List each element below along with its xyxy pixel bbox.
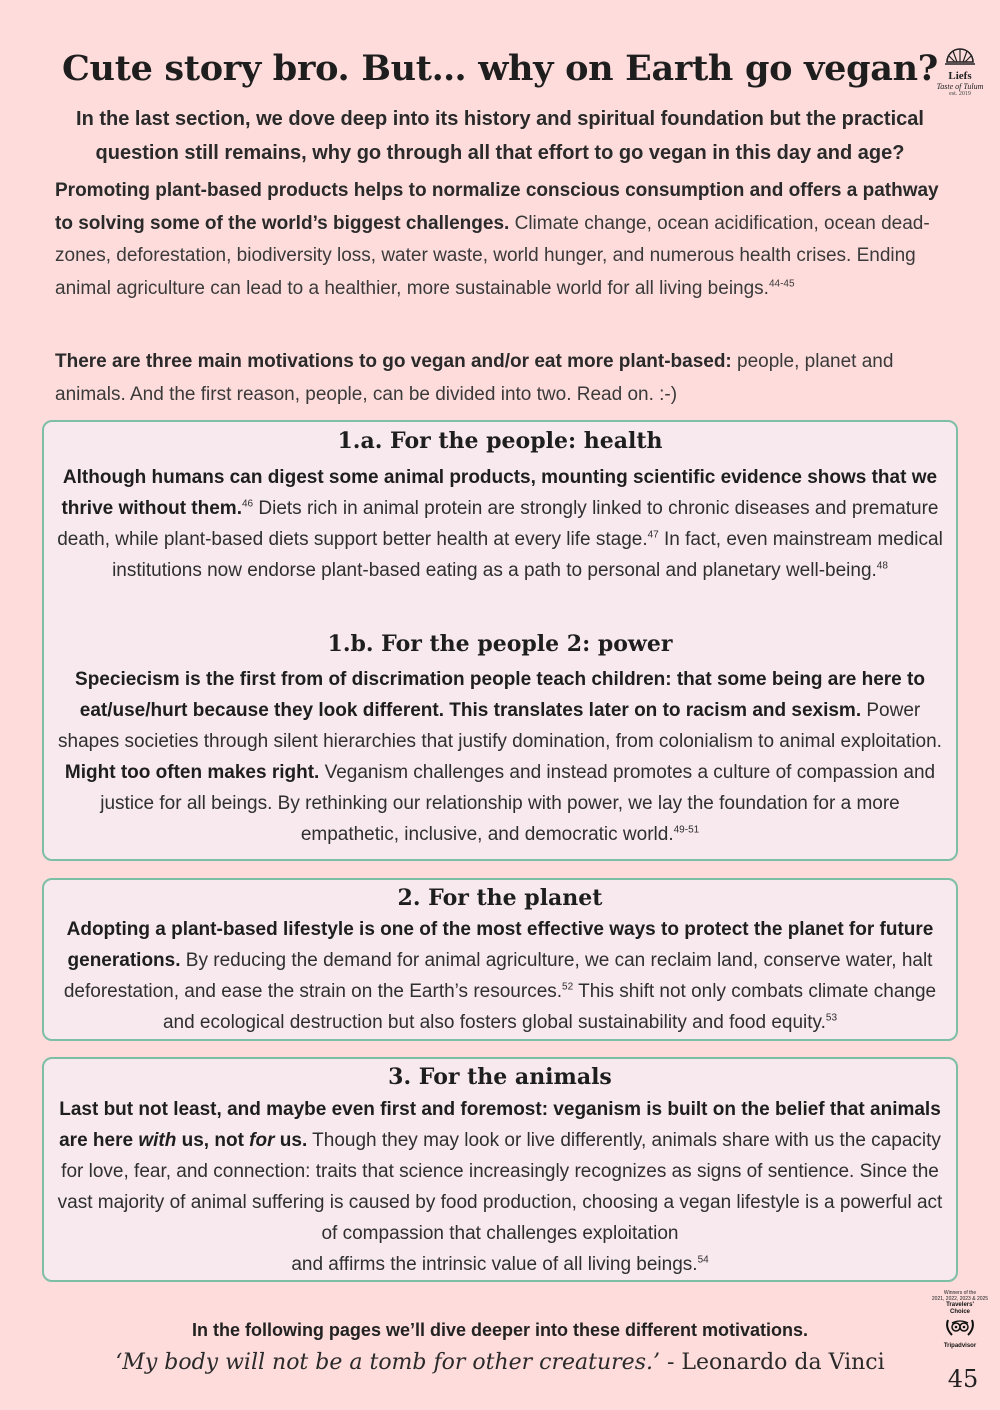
health-ref-3: 48 [876,560,888,572]
logo-established: est. 2019 [949,91,971,97]
intro-paragraph-2 [55,346,945,411]
award-title-2: Choice [949,1309,970,1315]
animals-text-2: and affirms the intrinsic value of all living beings. [291,1254,698,1275]
health-body [56,462,944,586]
animals-ref: 54 [697,1254,709,1266]
animals-bold-italic-2: for [249,1130,275,1151]
sun-logo-icon [943,40,977,66]
award-title-1: Travelers' [946,1302,974,1308]
health-ref-1: 46 [241,498,254,510]
closing-line: In the following pages we’ll dive deeper into these different motivations. [191,1320,809,1340]
planet-box [42,878,958,1041]
health-title: 1.a. For the people: health [337,428,663,454]
intro-paragraph-1 [55,175,945,305]
power-body [56,664,944,850]
logo-tagline: Taste of Tulum [936,82,984,91]
planet-title: 2. For the planet [397,885,603,911]
power-title: 1.b. For the people 2: power [327,631,673,657]
health-bold: Although humans can digest some animal products, mounting scientific evidence shows that we thrive without them. [61,467,938,519]
intro-p2-text: people, planet and animals. And the first reason, people, can be divided into two. Read on. :-) [55,351,894,405]
animals-bold-3: us. [274,1130,308,1151]
animals-text-1: Though they may look or live differently, animals share with us the capacity for love, fear, and connection: traits that science increasingly recognizes as signs of sentience. Since the vast majority of animal suffering is caused by food production, choosing a vegan lifestyle is a powerful act of compassion that challenges exploitation [57,1130,943,1244]
intro-p1-bold: Promoting plant-based products helps to normalize conscious consumption and offers a pathway to solving some of the world’s biggest challenges. [55,180,939,234]
tripadvisor-laurel-icon [943,1316,977,1338]
animals-body [56,1094,944,1280]
quote-attribution: - Leonardo da Vinci [659,1350,885,1375]
planet-ref-2: 53 [825,1012,838,1024]
planet-body [56,914,944,1038]
health-ref-2: 47 [647,529,659,541]
power-bold-1: Speciecism is the first from of discrimation people teach children: that some being are here to eat/use/hurt because they look different. This translates later on to racism and sexism. [75,669,925,721]
power-text-1: Power shapes societies through silent hierarchies that justify domination, from colonialism to animal exploitation. [58,700,942,752]
intro-p1-ref: 44-45 [768,278,795,290]
quote-text: ‘My body will not be a tomb for other creatures.’ [115,1350,660,1375]
liefs-logo [930,40,990,98]
logo-brand: Liefs [948,70,972,82]
intro-p1-text: Climate change, ocean acidification, ocean dead-zones, deforestation, biodiversity loss, water waste, world hunger, and numerous health crises. Ending animal agriculture can lead to a healthier, more sustainable world for all living beings. [55,212,930,299]
intro-p2-bold: There are three main motivations to go vegan and/or eat more plant-based: [55,351,732,372]
award-brand: Tripadvisor [943,1343,977,1349]
power-text-2: Veganism challenges and instead promotes a culture of compassion and justice for all beings. By rethinking our relationship with power, we lay the foundation for a more empathetic, inclusive, and democratic world. [100,762,936,845]
animals-bold-2: us, not [176,1130,250,1151]
animals-bold-1: Last but not least, and maybe even first and foremost: veganism is built on the belief that animals are here [59,1099,941,1151]
animals-title: 3. For the animals [388,1064,612,1090]
power-bold-2: Might too often makes right. [64,762,320,783]
planet-text-1: By reducing the demand for animal agriculture, we can reclaim land, conserve water, halt deforestation, and ease the strain on the Earth’s resources. [63,950,933,1002]
animals-bold-italic-1: with [138,1130,177,1151]
planet-bold: Adopting a plant-based lifestyle is one of the most effective ways to protect the planet for future generations. [66,919,934,971]
page-title: Cute story bro. But… why on Earth go vegan? [62,48,938,89]
health-text-2: In fact, even mainstream medical institutions now endorse plant-based eating as a path to personal and planetary well-being. [112,529,943,581]
animals-box [42,1057,958,1282]
quote [60,1350,940,1375]
power-ref: 49-51 [673,824,700,836]
people-box [42,420,958,861]
page-subtitle: In the last section, we dove deep into its history and spiritual foundation but the practical question still remains, why go through all that effort to go vegan in this day and age? [76,108,924,164]
health-text-1: Diets rich in animal protein are strongly linked to chronic diseases and premature death, while plant-based diets support better health at every life stage. [57,498,939,550]
award-winners: Winners of the [943,1290,977,1296]
award-years: 2021, 2022, 2023 & 2025 [931,1296,989,1302]
planet-text-2: This shift not only combats climate change and ecological destruction but also fosters global sustainability and food equity. [162,981,937,1033]
planet-ref-1: 52 [562,981,574,993]
page-number: 45 [947,1365,979,1393]
